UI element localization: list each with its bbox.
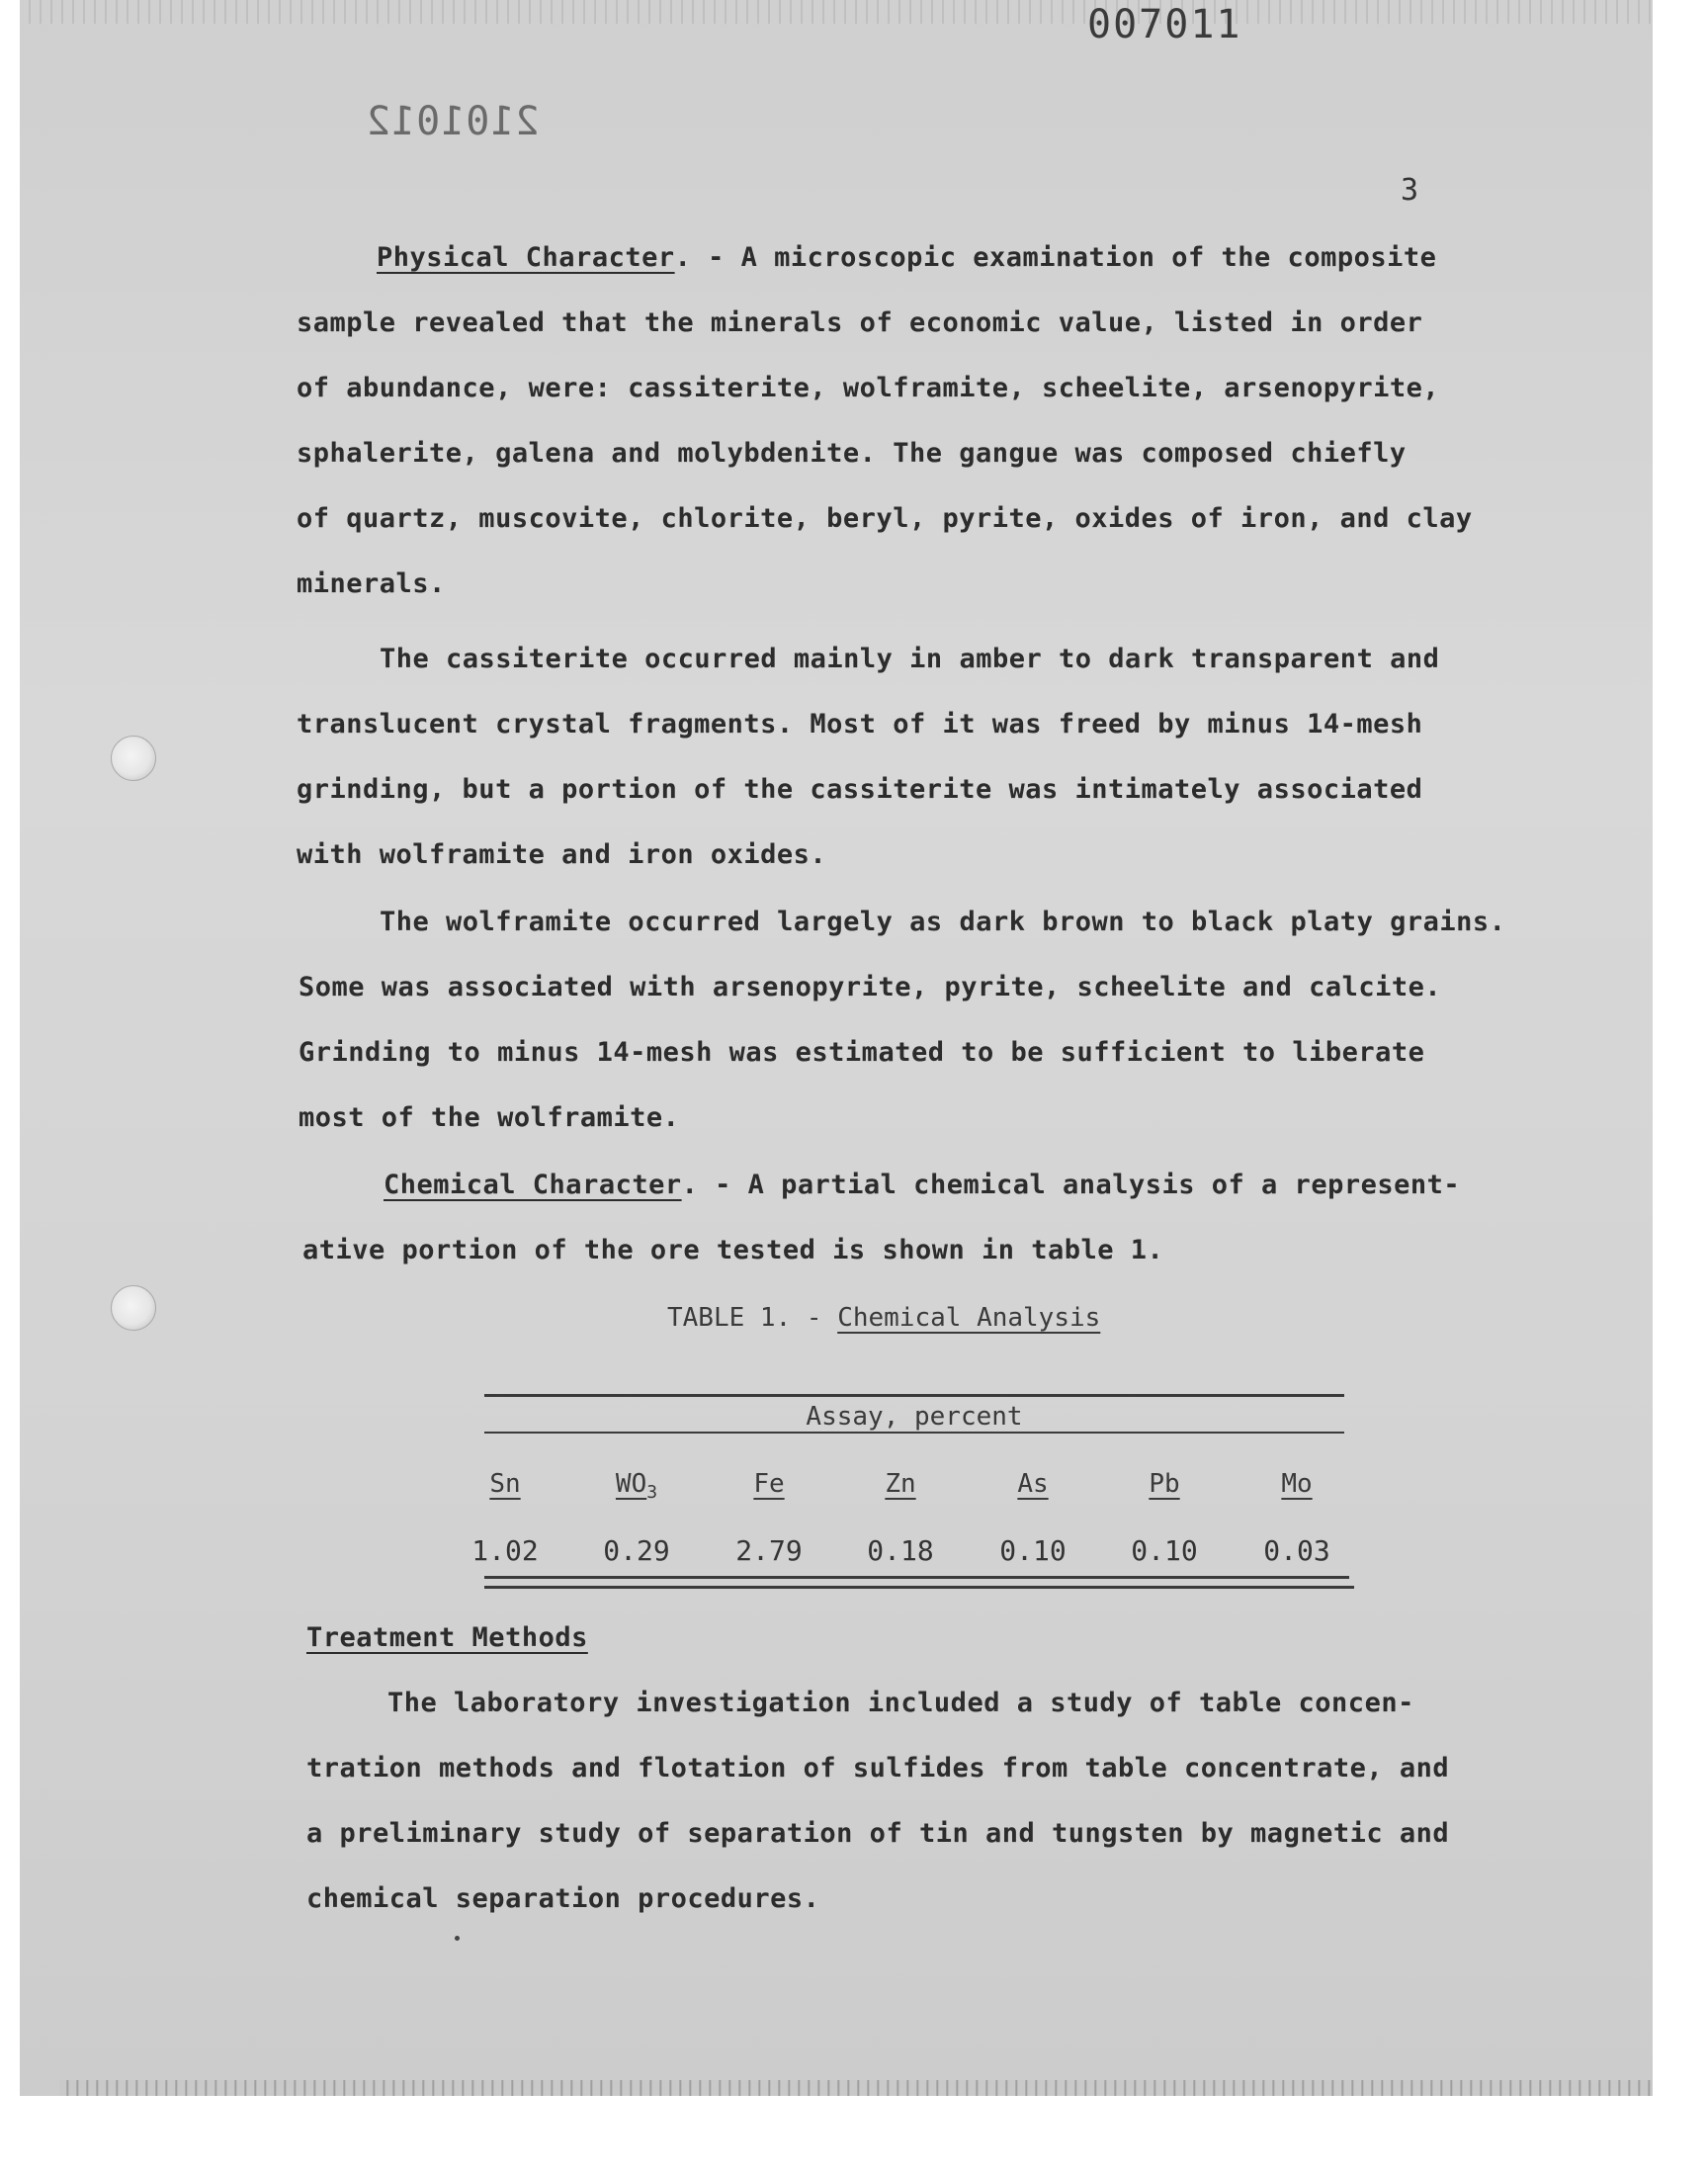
column-header-zn: Zn	[885, 1469, 916, 1499]
paragraph-line: Chemical Character. - A partial chemical analysis of a represent-	[384, 1170, 1461, 1200]
table-cell: 0.10	[1131, 1534, 1198, 1567]
paragraph-line: translucent crystal fragments. Most of it was freed by minus 14-mesh	[297, 709, 1423, 740]
paragraph-line: a preliminary study of separation of tin and tungsten by magnetic and	[306, 1818, 1450, 1849]
scan-edge-top	[20, 0, 1653, 24]
paragraph-line: ative portion of the ore tested is shown in table 1.	[302, 1235, 1164, 1265]
table-cell: 2.79	[735, 1534, 803, 1567]
paragraph-line: of quartz, muscovite, chlorite, beryl, pyrite, oxides of iron, and clay	[297, 503, 1473, 534]
paragraph-line: The laboratory investigation included a study of table concen-	[387, 1688, 1414, 1718]
column-header-sn: Sn	[489, 1469, 521, 1499]
section-heading-physical-character: Physical Character	[377, 242, 675, 273]
column-header-pb: Pb	[1149, 1469, 1180, 1499]
paragraph-line: The cassiterite occurred mainly in amber to dark transparent and	[380, 644, 1440, 674]
scan-edge-bottom	[59, 2080, 1653, 2096]
binder-hole	[111, 1285, 156, 1331]
paragraph-line: of abundance, were: cassiterite, wolframite, scheelite, arsenopyrite,	[297, 373, 1440, 403]
table-cell: 0.10	[999, 1534, 1067, 1567]
document-number-stamp: 007011	[1087, 2, 1242, 47]
paragraph-line: Grinding to minus 14-mesh was estimated to be sufficient to liberate	[299, 1037, 1425, 1068]
table-group-header: Assay, percent	[806, 1402, 1023, 1432]
scan-speck	[455, 1936, 460, 1941]
paragraph-line: grinding, but a portion of the cassiterite was intimately associated	[297, 774, 1423, 805]
column-header-wo3: $WO_3$	[615, 1469, 658, 1503]
table-rule	[484, 1576, 1349, 1579]
paragraph-line: most of the wolframite.	[299, 1102, 680, 1133]
paragraph-line: sphalerite, galena and molybdenite. The gangue was composed chiefly	[297, 438, 1407, 469]
binder-hole	[111, 736, 156, 781]
page-number: 3	[1401, 173, 1419, 208]
paragraph-line: with wolframite and iron oxides.	[297, 839, 827, 870]
column-header-fe: Fe	[753, 1469, 785, 1499]
column-header-mo: Mo	[1281, 1469, 1313, 1499]
column-header-as: As	[1017, 1469, 1049, 1499]
table-rule	[484, 1394, 1344, 1397]
table-cell: 0.03	[1263, 1534, 1330, 1567]
table-title: TABLE 1. - Chemical Analysis	[667, 1303, 1101, 1333]
paragraph-line: tration methods and flotation of sulfides from table concentrate, and	[306, 1753, 1450, 1784]
paragraph-line: Some was associated with arsenopyrite, pyrite, scheelite and calcite.	[299, 972, 1442, 1002]
section-heading-chemical-character: Chemical Character	[384, 1170, 682, 1200]
table-cell: 0.29	[603, 1534, 670, 1567]
document-page	[20, 0, 1653, 2096]
paragraph-line: minerals.	[297, 568, 446, 599]
table-cell: 0.18	[867, 1534, 934, 1567]
table-cell: 1.02	[471, 1534, 539, 1567]
paragraph-line: sample revealed that the minerals of economic value, listed in order	[297, 307, 1423, 338]
paragraph-line: Physical Character. - A microscopic examination of the composite	[377, 242, 1437, 273]
section-heading-treatment-methods: Treatment Methods	[306, 1622, 588, 1653]
table-rule	[484, 1432, 1344, 1434]
table-rule	[484, 1586, 1354, 1589]
bleed-through-number: 2101012	[366, 99, 540, 144]
paragraph-line: The wolframite occurred largely as dark brown to black platy grains.	[380, 907, 1506, 937]
paragraph-line: chemical separation procedures.	[306, 1883, 820, 1914]
